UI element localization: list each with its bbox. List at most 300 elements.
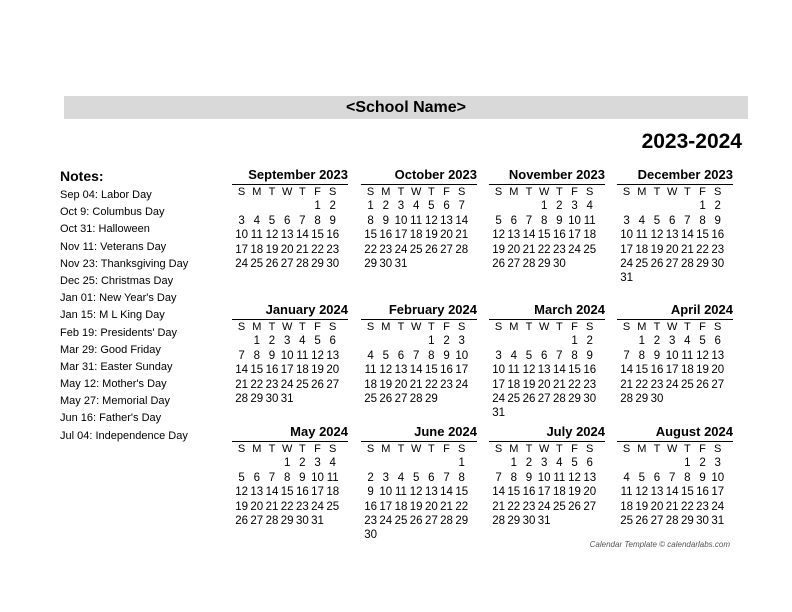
day-cell: 30	[696, 514, 709, 527]
note-item: May 27: Memorial Day	[60, 395, 171, 408]
day-cell: 17	[568, 229, 581, 242]
weekday-header: T	[653, 443, 661, 455]
weekday-header: F	[443, 186, 450, 198]
day-cell: 13	[583, 471, 597, 484]
day-cell: 27	[424, 514, 438, 527]
day-cell: 26	[696, 378, 709, 391]
day-cell: 25	[680, 378, 694, 391]
month-title: February 2024	[388, 302, 477, 317]
day-grid	[363, 442, 477, 543]
day-cell: 6	[443, 200, 450, 213]
day-cell: 7	[268, 471, 276, 484]
day-cell: 7	[668, 471, 676, 484]
day-cell: 5	[412, 471, 420, 484]
day-cell: 15	[280, 486, 294, 499]
day-cell: 27	[394, 392, 408, 405]
weekday-header: W	[281, 443, 293, 455]
day-cell: 13	[250, 486, 264, 499]
day-cell: 2	[525, 457, 533, 470]
empty-day	[393, 456, 408, 470]
day-cell: 25	[552, 500, 566, 513]
note-item: Sep 04: Labor Day	[60, 189, 152, 201]
weekday-header: F	[571, 321, 578, 333]
day-cell: 24	[280, 378, 294, 391]
day-cell: 1	[367, 200, 374, 213]
day-cell: 16	[326, 229, 340, 242]
empty-day	[521, 334, 536, 348]
day-cell: 3	[283, 335, 291, 348]
day-cell: 7	[495, 471, 502, 484]
weekday-header: S	[622, 321, 631, 333]
weekday-header: T	[525, 443, 533, 455]
day-cell: 26	[265, 257, 279, 270]
day-cell: 6	[428, 471, 435, 484]
day-cell: 4	[623, 471, 630, 484]
day-grid	[491, 442, 605, 528]
note-item: Nov 11: Veterans Day	[60, 240, 167, 253]
day-cell: 26	[522, 392, 536, 405]
weekday-header: W	[410, 443, 422, 455]
day-cell: 16	[583, 364, 597, 377]
day-cell: 12	[424, 214, 438, 227]
empty-day	[409, 456, 424, 470]
weekday-header: T	[555, 186, 563, 198]
day-cell: 28	[235, 392, 248, 405]
day-cell: 4	[367, 349, 374, 362]
day-cell: 20	[280, 243, 294, 256]
day-cell: 26	[492, 257, 505, 270]
day-cell: 25	[409, 243, 423, 256]
note-item: Oct 9: Columbus Day	[60, 206, 165, 219]
day-cell: 30	[265, 392, 279, 405]
day-cell: 25	[295, 378, 309, 391]
empty-day	[280, 199, 295, 213]
day-cell: 3	[571, 200, 578, 213]
day-cell: 17	[379, 500, 393, 513]
day-cell: 7	[684, 214, 691, 227]
day-cell: 11	[326, 471, 339, 484]
day-cell: 19	[522, 378, 536, 391]
day-cell: 4	[510, 349, 517, 362]
empty-day	[424, 456, 439, 470]
note-item: Feb 19: Presidents' Day	[60, 326, 178, 339]
day-cell: 17	[665, 364, 679, 377]
weekday-header: W	[281, 186, 293, 198]
weekday-header: T	[555, 321, 563, 333]
weekday-header: S	[458, 443, 466, 455]
day-cell: 24	[455, 378, 469, 391]
day-cell: 10	[280, 349, 294, 362]
day-cell: 10	[492, 364, 505, 377]
day-cell: 11	[296, 349, 309, 362]
day-grid	[363, 320, 477, 406]
day-cell: 10	[394, 214, 408, 227]
weekday-header: W	[281, 321, 293, 333]
day-cell: 31	[537, 514, 551, 527]
day-cell: 19	[379, 378, 393, 391]
empty-day	[649, 199, 664, 213]
empty-day	[665, 199, 680, 213]
day-cell: 6	[586, 457, 593, 470]
empty-day	[680, 199, 695, 213]
day-grid	[619, 320, 733, 406]
day-cell: 12	[568, 471, 581, 484]
day-cell: 17	[311, 486, 324, 499]
day-cell: 12	[696, 349, 709, 362]
day-cell: 3	[397, 200, 405, 213]
day-cell: 28	[552, 392, 566, 405]
weekday-header: T	[525, 321, 533, 333]
day-cell: 18	[409, 229, 423, 242]
day-cell: 7	[299, 214, 306, 227]
day-cell: 18	[250, 243, 264, 256]
month-title: January 2024	[265, 302, 348, 317]
day-cell: 7	[443, 471, 450, 484]
empty-day	[634, 199, 649, 213]
month-calendar	[232, 167, 348, 271]
day-cell: 3	[495, 349, 502, 362]
day-cell: 27	[665, 257, 679, 270]
day-cell: 9	[525, 471, 533, 484]
weekday-header: W	[538, 186, 550, 198]
day-cell: 13	[394, 364, 408, 377]
day-cell: 18	[635, 243, 649, 256]
month-title: May 2024	[290, 424, 348, 439]
day-cell: 24	[568, 243, 581, 256]
weekday-header: F	[571, 186, 578, 198]
weekday-header: M	[509, 321, 519, 333]
weekday-header: S	[329, 321, 337, 333]
day-cell: 13	[326, 349, 340, 362]
day-cell: 27	[711, 378, 725, 391]
empty-day	[249, 456, 264, 470]
day-cell: 12	[409, 486, 423, 499]
day-cell: 11	[583, 214, 596, 227]
day-cell: 17	[455, 364, 469, 377]
note-item: Mar 31: Easter Sunday	[60, 360, 173, 373]
day-cell: 8	[283, 471, 291, 484]
day-cell: 29	[568, 392, 581, 405]
day-cell: 9	[556, 214, 563, 227]
weekday-header: M	[637, 186, 647, 198]
day-cell: 28	[455, 243, 469, 256]
weekday-header: T	[525, 186, 533, 198]
weekday-header: T	[653, 186, 661, 198]
weekday-header: M	[509, 186, 519, 198]
day-cell: 29	[280, 514, 294, 527]
weekday-header: S	[714, 443, 722, 455]
day-cell: 22	[364, 243, 377, 256]
day-cell: 18	[394, 500, 408, 513]
weekday-header: T	[555, 443, 563, 455]
day-grid	[234, 442, 348, 528]
weekday-header: M	[637, 443, 647, 455]
month-calendar	[232, 302, 348, 406]
empty-day	[378, 334, 393, 348]
day-cell: 21	[409, 378, 423, 391]
day-cell: 22	[280, 500, 294, 513]
day-cell: 21	[235, 378, 248, 391]
weekday-header: T	[298, 186, 306, 198]
day-cell: 16	[440, 364, 453, 377]
day-cell: 29	[537, 257, 551, 270]
day-cell: 17	[711, 486, 725, 499]
day-cell: 22	[537, 243, 551, 256]
day-cell: 27	[250, 514, 264, 527]
empty-day	[619, 334, 634, 348]
day-cell: 28	[265, 514, 279, 527]
weekday-header: W	[666, 321, 678, 333]
empty-day	[363, 456, 378, 470]
weekday-header: T	[298, 443, 306, 455]
note-item: Jan 01: New Year's Day	[60, 292, 177, 305]
day-cell: 17	[492, 378, 505, 391]
day-cell: 10	[665, 349, 679, 362]
day-cell: 24	[665, 378, 679, 391]
weekday-header: S	[366, 443, 375, 455]
weekday-header: S	[329, 443, 337, 455]
day-cell: 29	[311, 257, 324, 270]
weekday-header: T	[653, 321, 661, 333]
day-cell: 25	[583, 243, 597, 256]
month-calendar	[361, 302, 477, 406]
weekday-header: F	[699, 321, 706, 333]
weekday-header: T	[683, 443, 691, 455]
day-cell: 8	[428, 349, 435, 362]
weekday-header: S	[622, 443, 631, 455]
day-cell: 17	[537, 486, 551, 499]
day-cell: 4	[299, 335, 306, 348]
month-calendar	[232, 424, 348, 528]
day-cell: 17	[394, 229, 408, 242]
day-cell: 27	[583, 500, 597, 513]
month-title: June 2024	[414, 424, 477, 439]
month-title: March 2024	[534, 302, 605, 317]
month-title: September 2023	[248, 167, 348, 182]
day-cell: 24	[379, 514, 393, 527]
day-cell: 13	[711, 349, 725, 362]
day-cell: 6	[397, 349, 405, 362]
day-cell: 8	[510, 471, 517, 484]
weekday-header: S	[329, 186, 337, 198]
day-cell: 2	[268, 335, 276, 348]
weekday-header: S	[366, 321, 375, 333]
day-cell: 13	[665, 229, 679, 242]
weekday-header: S	[458, 321, 466, 333]
day-cell: 1	[540, 200, 548, 213]
day-cell: 23	[295, 500, 309, 513]
day-cell: 14	[409, 364, 423, 377]
weekday-header: S	[494, 186, 503, 198]
day-cell: 19	[492, 243, 505, 256]
day-cell: 22	[568, 378, 581, 391]
day-cell: 12	[635, 486, 649, 499]
day-cell: 30	[650, 392, 664, 405]
day-cell: 31	[492, 407, 505, 420]
day-cell: 26	[568, 500, 581, 513]
weekday-header: M	[637, 321, 647, 333]
empty-day	[249, 199, 264, 213]
day-cell: 23	[364, 514, 377, 527]
day-cell: 28	[680, 257, 694, 270]
day-cell: 7	[556, 349, 563, 362]
day-cell: 16	[379, 229, 393, 242]
day-cell: 16	[522, 486, 536, 499]
day-cell: 2	[699, 457, 706, 470]
day-cell: 3	[314, 457, 321, 470]
day-cell: 13	[440, 214, 453, 227]
day-cell: 18	[295, 364, 309, 377]
day-cell: 4	[586, 200, 593, 213]
day-cell: 7	[525, 214, 533, 227]
day-cell: 6	[253, 471, 260, 484]
day-cell: 8	[367, 214, 374, 227]
day-cell: 20	[394, 378, 408, 391]
day-cell: 23	[522, 500, 536, 513]
day-cell: 21	[265, 500, 279, 513]
day-cell: 10	[620, 229, 633, 242]
weekday-header: T	[427, 186, 435, 198]
weekday-header: W	[538, 443, 550, 455]
weekday-header: F	[699, 186, 706, 198]
note-item: Jul 04: Independence Day	[60, 429, 188, 442]
day-cell: 14	[295, 229, 309, 242]
day-grid	[234, 185, 348, 271]
day-cell: 27	[650, 514, 664, 527]
day-cell: 13	[424, 486, 438, 499]
day-cell: 15	[635, 364, 649, 377]
weekday-header: T	[427, 321, 435, 333]
day-cell: 23	[711, 243, 725, 256]
month-calendar	[489, 302, 605, 421]
day-cell: 21	[665, 500, 679, 513]
day-cell: 21	[552, 378, 566, 391]
weekday-header: S	[622, 186, 631, 198]
weekday-header: T	[397, 321, 405, 333]
day-cell: 29	[696, 257, 709, 270]
day-cell: 10	[235, 229, 248, 242]
day-cell: 12	[492, 229, 505, 242]
day-cell: 20	[537, 378, 551, 391]
day-cell: 6	[653, 471, 661, 484]
weekday-header: S	[714, 321, 722, 333]
day-cell: 5	[268, 214, 276, 227]
day-cell: 1	[458, 457, 465, 470]
weekday-header: F	[314, 321, 321, 333]
day-cell: 24	[235, 257, 248, 270]
day-cell: 1	[314, 200, 321, 213]
day-cell: 16	[552, 229, 566, 242]
footer-credit: Calendar Template © calendarlabs.com	[589, 540, 730, 549]
day-cell: 5	[314, 335, 321, 348]
day-cell: 3	[540, 457, 548, 470]
day-cell: 29	[680, 514, 694, 527]
empty-day	[619, 456, 634, 470]
day-cell: 10	[711, 471, 725, 484]
note-item: Nov 23: Thanksgiving Day	[60, 257, 189, 270]
day-cell: 6	[283, 214, 291, 227]
day-cell: 20	[711, 364, 725, 377]
day-cell: 22	[424, 378, 438, 391]
day-cell: 19	[568, 486, 581, 499]
day-cell: 3	[714, 457, 721, 470]
weekday-header: M	[252, 321, 262, 333]
day-cell: 2	[299, 457, 306, 470]
empty-day	[491, 334, 506, 348]
day-cell: 20	[326, 364, 340, 377]
weekday-header: S	[237, 443, 246, 455]
day-cell: 24	[620, 257, 633, 270]
day-cell: 11	[364, 364, 377, 377]
day-cell: 19	[424, 229, 438, 242]
day-cell: 1	[510, 457, 517, 470]
day-cell: 5	[525, 349, 533, 362]
day-cell: 5	[699, 335, 706, 348]
day-cell: 1	[283, 457, 291, 470]
weekday-header: S	[586, 443, 594, 455]
notes-list	[60, 187, 230, 445]
empty-day	[491, 456, 506, 470]
day-cell: 15	[680, 486, 694, 499]
day-cell: 28	[522, 257, 536, 270]
day-cell: 11	[394, 486, 407, 499]
weekday-header: T	[397, 186, 405, 198]
weekday-header: F	[571, 443, 578, 455]
day-cell: 16	[711, 229, 725, 242]
note-item: Dec 25: Christmas Day	[60, 274, 174, 287]
day-cell: 18	[583, 229, 597, 242]
day-cell: 31	[311, 514, 324, 527]
day-cell: 6	[668, 214, 676, 227]
day-cell: 29	[635, 392, 649, 405]
month-calendar	[617, 302, 733, 406]
note-item: May 12: Mother's Day	[60, 378, 167, 391]
day-cell: 4	[329, 457, 336, 470]
day-cell: 15	[424, 364, 438, 377]
day-cell: 27	[280, 257, 294, 270]
day-cell: 13	[650, 486, 664, 499]
day-cell: 14	[440, 486, 453, 499]
day-cell: 14	[522, 229, 536, 242]
empty-day	[409, 334, 424, 348]
month-calendar	[361, 424, 477, 543]
weekday-header: T	[683, 321, 691, 333]
day-cell: 9	[699, 471, 706, 484]
day-cell: 16	[295, 486, 309, 499]
day-cell: 14	[620, 364, 633, 377]
day-cell: 14	[552, 364, 566, 377]
day-cell: 9	[714, 214, 721, 227]
day-cell: 5	[382, 349, 389, 362]
day-cell: 27	[537, 392, 551, 405]
note-item: Jan 15: M L King Day	[60, 309, 165, 322]
day-cell: 28	[620, 392, 633, 405]
day-cell: 30	[379, 257, 393, 270]
day-cell: 14	[235, 364, 248, 377]
weekday-header: W	[666, 443, 678, 455]
day-cell: 11	[250, 229, 263, 242]
day-cell: 10	[568, 214, 581, 227]
note-item: Oct 31: Halloween	[60, 223, 150, 236]
day-cell: 12	[265, 229, 279, 242]
day-cell: 1	[638, 335, 645, 348]
weekday-header: W	[666, 186, 678, 198]
day-cell: 3	[623, 214, 630, 227]
empty-day	[506, 334, 521, 348]
day-cell: 20	[250, 500, 264, 513]
school-name: <School Name>	[345, 98, 467, 116]
weekday-header: F	[699, 443, 706, 455]
